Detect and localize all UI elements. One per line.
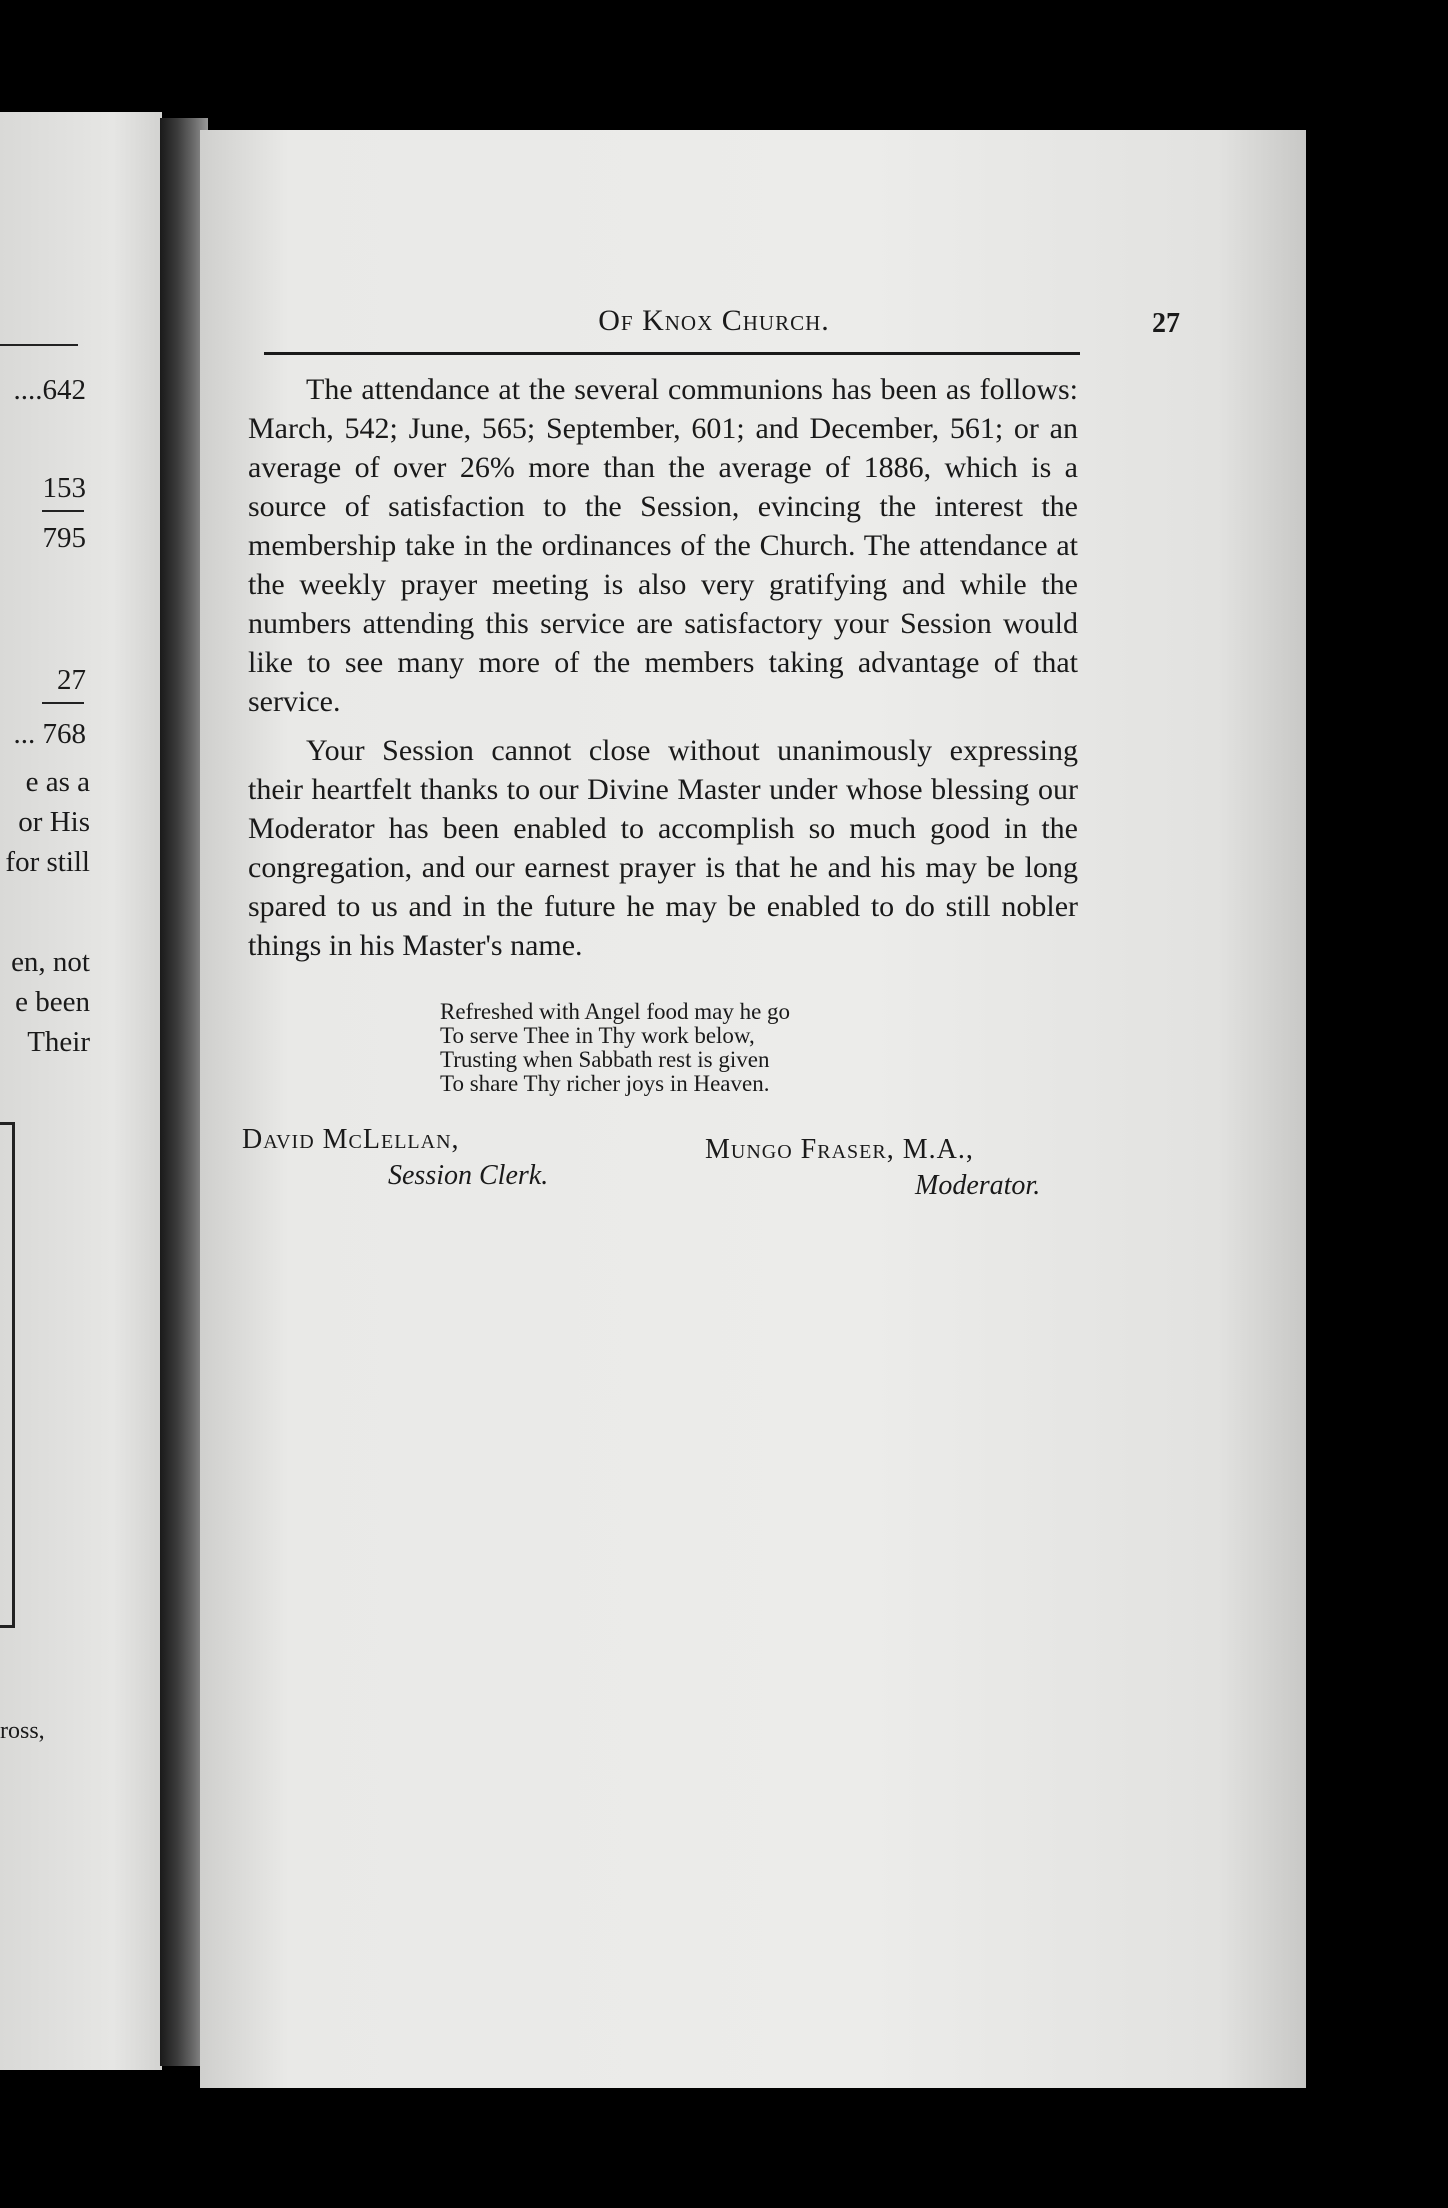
left-fragment-text: en, not bbox=[11, 946, 90, 978]
left-fragment-text: ....642 bbox=[13, 374, 86, 406]
left-page-rule bbox=[0, 344, 78, 346]
header-rule bbox=[264, 352, 1080, 355]
left-fragment-text: 27 bbox=[57, 664, 86, 696]
left-page-box bbox=[0, 1122, 15, 1628]
left-fragment-text: 795 bbox=[42, 522, 86, 554]
left-page-fragment bbox=[0, 112, 162, 2070]
signature-session-clerk bbox=[242, 1124, 548, 1192]
verse-line: To share Thy richer joys in Heaven. bbox=[440, 1071, 770, 1096]
body-paragraph: The attendance at the several communions has been as follows: March, 542; June, 565; September, 601; and December, 561; or an average of over 26% more than the average of 1886, which is a source of satisfaction to the Session, evincing the interest the membership take in the ordinances of the Church. The attendance at the weekly prayer meeting is also very gratifying and while the numbers attending this service are satisfactory your Session would like to see many more of the members taking advantage of that service. bbox=[248, 373, 1078, 718]
left-fragment-text: e been bbox=[15, 986, 90, 1018]
left-page-rule bbox=[42, 510, 84, 512]
left-fragment-text: for still bbox=[5, 846, 90, 878]
book-page bbox=[200, 130, 1306, 2088]
body-text bbox=[248, 370, 1078, 975]
signature-title: Moderator. bbox=[915, 1170, 1041, 1201]
signature-moderator bbox=[705, 1134, 1040, 1202]
left-fragment-text: e as a bbox=[25, 766, 90, 798]
signature-title: Session Clerk. bbox=[388, 1160, 549, 1191]
verse-line: Trusting when Sabbath rest is given bbox=[440, 1047, 770, 1072]
left-fragment-text: ... 768 bbox=[13, 718, 86, 750]
running-title: Of Knox Church. bbox=[598, 304, 830, 337]
left-fragment-text: or His bbox=[18, 806, 90, 838]
signature-name: David McLellan, bbox=[242, 1124, 460, 1155]
signature-name: Mungo Fraser, M.A., bbox=[705, 1134, 974, 1165]
left-page-rule bbox=[42, 702, 84, 704]
verse-line: To serve Thee in Thy work below, bbox=[440, 1023, 755, 1048]
body-paragraph: Your Session cannot close without unanimously expressing their heartfelt thanks to our Divine Master under whose blessing our Moderator has been enabled to accomplish so much good in the congregation, and our earnest prayer is that he and his may be long spared to us and in the future he may be enabled to do still nobler things in his Master's name. bbox=[248, 734, 1078, 962]
page-number: 27 bbox=[1152, 308, 1180, 339]
left-fragment-text: ross, bbox=[0, 1718, 45, 1744]
left-fragment-text: 153 bbox=[42, 472, 86, 504]
left-fragment-text: Their bbox=[27, 1026, 90, 1058]
running-head bbox=[264, 304, 1180, 344]
verse bbox=[440, 1000, 790, 1096]
verse-line: Refreshed with Angel food may he go bbox=[440, 999, 791, 1024]
